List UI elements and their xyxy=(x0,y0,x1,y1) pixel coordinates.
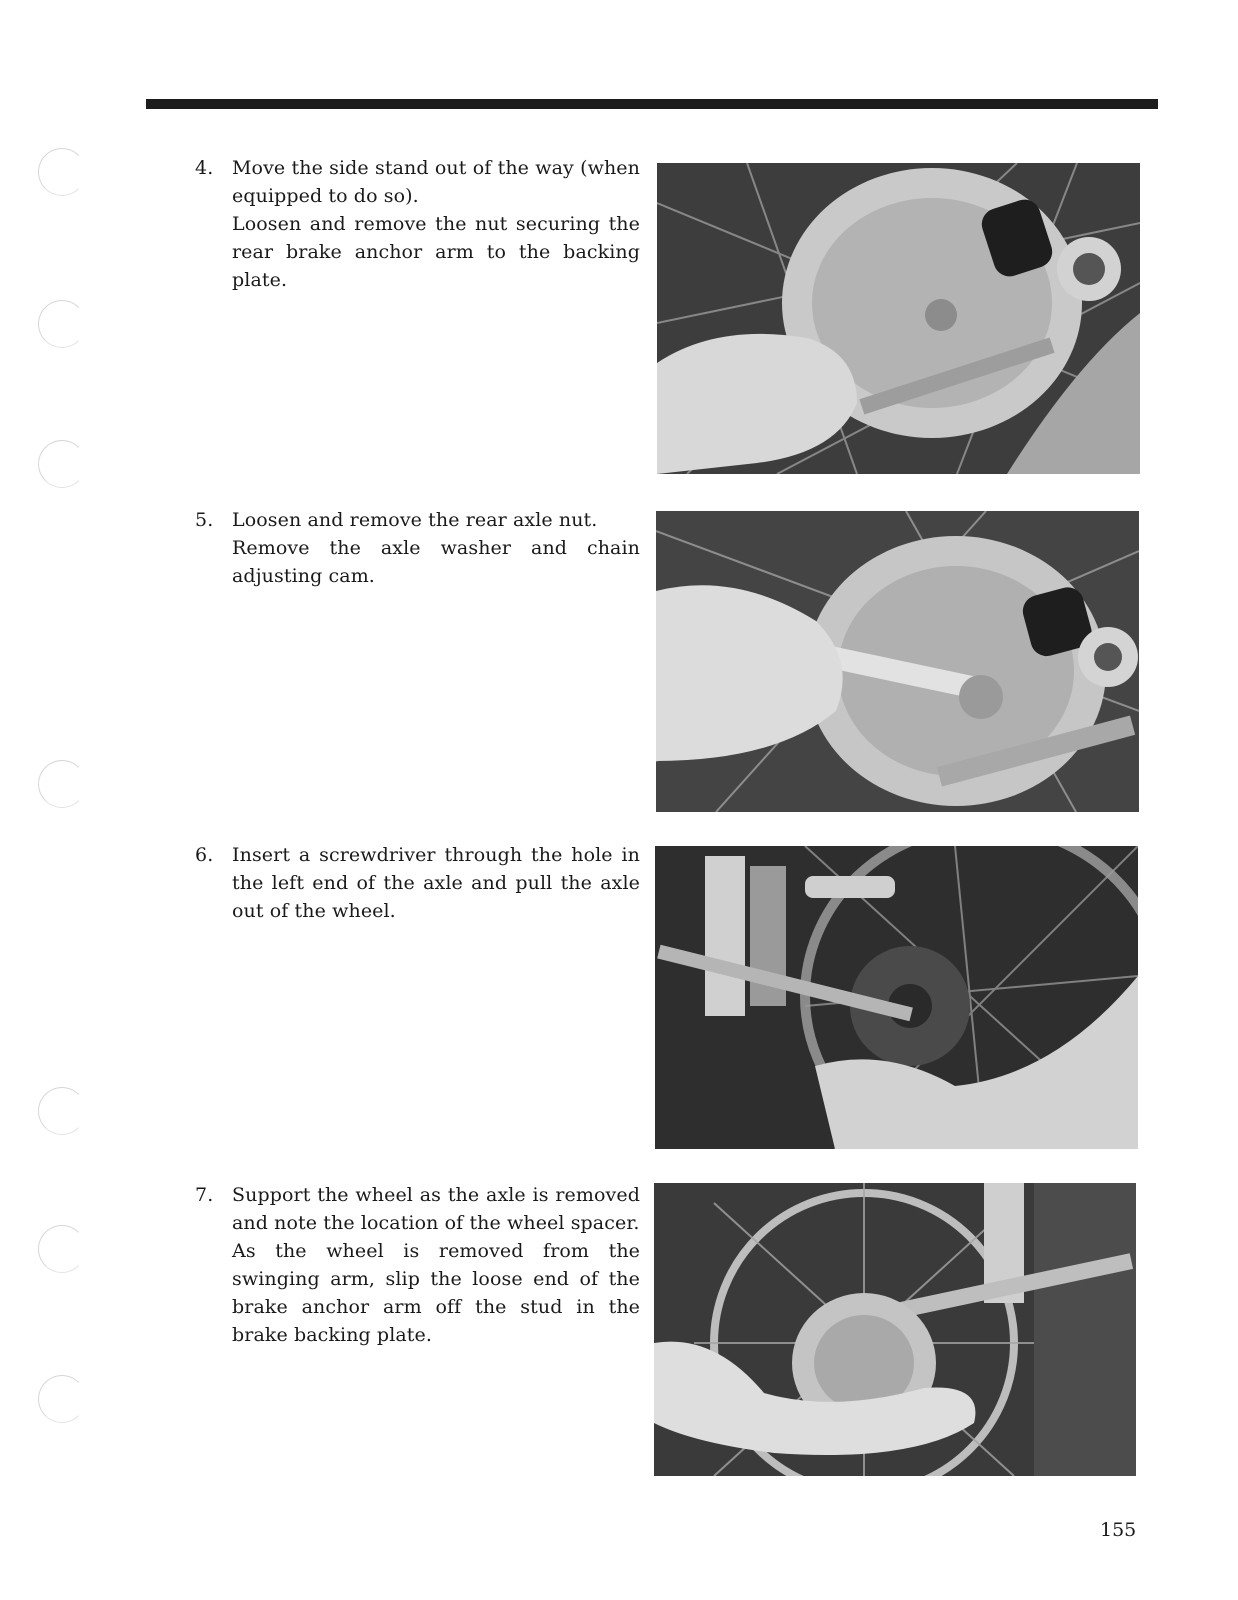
step-paragraph: Loosen and remove the rear axle nut. xyxy=(232,509,598,531)
photo-illustration xyxy=(656,511,1139,812)
photo-remove-anchor-nut xyxy=(657,163,1140,474)
step-text xyxy=(232,841,640,925)
step-paragraph: Remove the axle washer and chain adjusting cam. xyxy=(232,537,640,587)
photo-illustration xyxy=(655,846,1138,1149)
page-number: 155 xyxy=(1100,1519,1137,1541)
step-6 xyxy=(195,841,640,925)
step-number: 7. xyxy=(195,1184,214,1206)
photo-remove-wheel xyxy=(654,1183,1136,1476)
step-paragraph: Move the side stand out of the way (when equipped to do so). xyxy=(232,157,640,207)
step-paragraph: As the wheel is removed from the swinging arm, slip the loose end of the brake anchor arm off the stud in the brake backing plate. xyxy=(232,1240,640,1346)
punch-hole xyxy=(38,1087,86,1135)
punch-hole xyxy=(38,440,86,488)
photo-illustration xyxy=(654,1183,1136,1476)
step-number: 5. xyxy=(195,509,214,531)
punch-hole xyxy=(38,1375,86,1423)
step-5 xyxy=(195,506,640,590)
punch-hole xyxy=(38,760,86,808)
header-rule xyxy=(146,99,1158,109)
step-text xyxy=(232,506,640,590)
punch-hole xyxy=(38,1225,86,1273)
step-7 xyxy=(195,1181,640,1349)
photo-pull-axle xyxy=(655,846,1138,1149)
step-number: 4. xyxy=(195,157,214,179)
step-paragraph: Support the wheel as the axle is removed and note the location of the wheel spacer. xyxy=(232,1184,640,1234)
step-paragraph: Loosen and remove the nut securing the rear brake anchor arm to the backing plate. xyxy=(232,213,640,291)
photo-remove-axle-nut xyxy=(656,511,1139,812)
step-text xyxy=(232,154,640,294)
step-number: 6. xyxy=(195,844,214,866)
photo-illustration xyxy=(657,163,1140,474)
step-4 xyxy=(195,154,640,294)
punch-hole xyxy=(38,300,86,348)
step-paragraph: Insert a screwdriver through the hole in the left end of the axle and pull the axle out of the wheel. xyxy=(232,844,640,922)
punch-hole xyxy=(38,148,86,196)
step-text xyxy=(232,1181,640,1349)
